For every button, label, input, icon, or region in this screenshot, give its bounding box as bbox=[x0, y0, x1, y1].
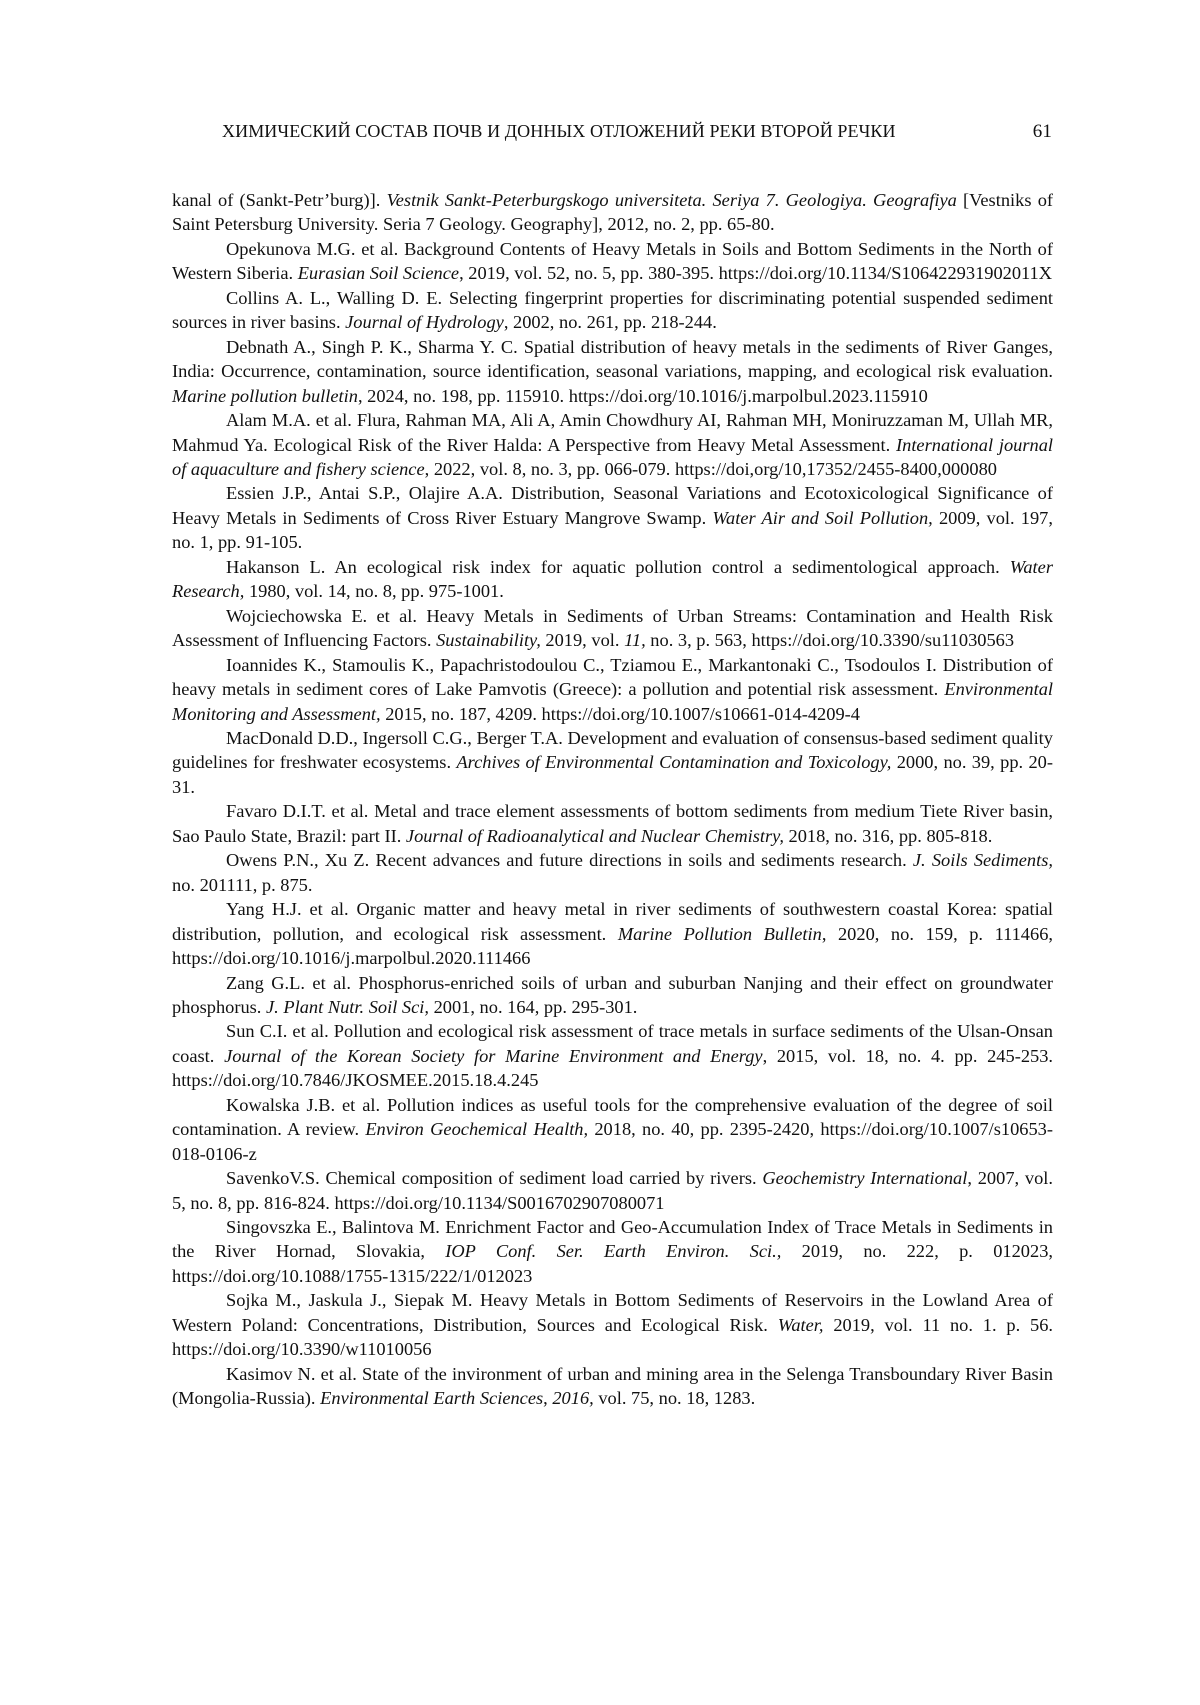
page-number: 61 bbox=[1032, 121, 1052, 142]
running-title: ХИМИЧЕСКИЙ СОСТАВ ПОЧВ И ДОННЫХ ОТЛОЖЕНИЙ РЕКИ ВТОРОЙ РЕЧКИ bbox=[222, 121, 896, 141]
reference-entry: Debnath A., Singh P. K., Sharma Y. C. Spatial distribution of heavy metals in the sediments of River Ganges, India: Occurrence, contamination, source identification, seasonal variations, mapping, and ecological risk evaluation. Marine pollution bulletin, 2024, no. 198, pp. 115910. https://doi.org/10.1016/j.marpolbul.2023.115910 bbox=[172, 336, 1053, 406]
reference-entry: Favaro D.I.T. et al. Metal and trace element assessments of bottom sediments from medium Tiete River basin, Sao Paulo State, Brazil: part II. Journal of Radioanalytical and Nuclear Chemistry, 2018, no. 316, pp. 805-818. bbox=[172, 801, 1053, 846]
reference-list bbox=[172, 188, 1053, 1411]
reference-entry: Opekunova M.G. et al. Background Contents of Heavy Metals in Soils and Bottom Sediments in the North of Western Siberia. Eurasian Soil Science, 2019, vol. 52, no. 5, pp. 380-395. https://doi.org/10.1134/S106422931902011X bbox=[172, 238, 1053, 284]
reference-entry: Singovszka E., Balintova M. Enrichment Factor and Geo-Accumulation Index of Trace Metals in Sediments in the River Hornad, Slovakia, IOP Conf. Ser. Earth Environ. Sci., 2019, no. 222, p. 012023, https://doi.org/10.1088/1755-1315/222/1/012023 bbox=[172, 1217, 1053, 1286]
reference-entry: Kasimov N. et al. State of the invironment of urban and mining area in the Selenga Transboundary River Basin (Mongolia-Russia). Environmental Earth Sciences, 2016, vol. 75, no. 18, 1283. bbox=[172, 1363, 1053, 1409]
reference-entry: Ioannides K., Stamoulis K., Papachristodoulou C., Tziamou E., Markantonaki C., Tsodoulos I. Distribution of heavy metals in sediment cores of Lake Pamvotis (Greece): a pollution and potential risk assessment. Environmental Monitoring and Assessment, 2015, no. 187, 4209. https://doi.org/10.1007/s10661-014-4209-4 bbox=[172, 654, 1053, 724]
reference-entry: Kowalska J.B. et al. Pollution indices as useful tools for the comprehensive evaluation of the degree of soil contamination. A review. Environ Geochemical Health, 2018, no. 40, pp. 2395-2420, https://doi.org/10.1007/s10653-018-0106-z bbox=[172, 1094, 1053, 1164]
reference-entry: Yang H.J. et al. Organic matter and heavy metal in river sediments of southwestern coastal Korea: spatial distribution, pollution, and ecological risk assessment. Marine Pollution Bulletin, 2020, no. 159, p. 111466, https://doi.org/10.1016/j.marpolbul.2020.111466 bbox=[172, 899, 1053, 969]
reference-entry: Owens P.N., Xu Z. Recent advances and future directions in soils and sediments research. J. Soils Sediments, no. 201111, p. 875. bbox=[172, 850, 1053, 895]
reference-entry: Wojciechowska E. et al. Heavy Metals in Sediments of Urban Streams: Contamination and Health Risk Assessment of Influencing Factors. Sustainability, 2019, vol. 11, no. 3, p. 563, https://doi.org/10.3390/su11030563 bbox=[172, 605, 1053, 651]
reference-entry: Zang G.L. et al. Phosphorus-enriched soils of urban and suburban Nanjing and their effect on groundwater phosphorus. J. Plant Nutr. Soil Sci, 2001, no. 164, pp. 295-301. bbox=[172, 972, 1053, 1017]
reference-entry: MacDonald D.D., Ingersoll C.G., Berger T.A. Development and evaluation of consensus-based sediment quality guidelines for freshwater ecosystems. Archives of Environmental Contamination and Toxicology, 2000, no. 39, pp. 20-31. bbox=[172, 727, 1053, 797]
reference-entry: Hakanson L. An ecological risk index for aquatic pollution control a sedimentological approach. Water Research, 1980, vol. 14, no. 8, pp. 975-1001. bbox=[172, 556, 1053, 602]
running-header bbox=[172, 121, 1052, 147]
reference-entry: Sojka M., Jaskula J., Siepak M. Heavy Metals in Bottom Sediments of Reservoirs in the Lowland Area of Western Poland: Concentrations, Distribution, Sources and Ecological Risk. Water, 2019, vol. 11 no. 1. p. 56. https://doi.org/10.3390/w11010056 bbox=[172, 1290, 1053, 1360]
reference-entry: SavenkoV.S. Chemical composition of sediment load carried by rivers. Geochemistry International, 2007, vol. 5, no. 8, pp. 816-824. https://doi.org/10.1134/S0016702907080071 bbox=[172, 1168, 1053, 1213]
reference-entry: Alam M.A. et al. Flura, Rahman MA, Ali A, Amin Chowdhury AI, Rahman MH, Moniruzzaman M, Ullah MR, Mahmud Ya. Ecological Risk of the River Halda: A Perspective from Heavy Metal Assessment. International journal of aquaculture and fishery science, 2022, vol. 8, no. 3, pp. 066-079. https://doi,org/10,17352/2455-8400,000080 bbox=[172, 410, 1053, 479]
reference-entry: kanal of (Sankt-Petr’burg)]. Vestnik Sankt-Peterburgskogo universiteta. Seriya 7. Geologiya. Geografiya [Vestniks of Saint Petersburg University. Seria 7 Geology. Geography], 2012, no. 2, pp. 65-80. bbox=[172, 190, 1054, 235]
reference-entry: Collins A. L., Walling D. E. Selecting fingerprint properties for discriminating potential suspended sediment sources in river basins. Journal of Hydrology, 2002, no. 261, pp. 218-244. bbox=[172, 287, 1053, 333]
reference-entry: Sun C.I. et al. Pollution and ecological risk assessment of trace metals in surface sediments of the Ulsan-Onsan coast. Journal of the Korean Society for Marine Environment and Energy, 2015, vol. 18, no. 4. pp. 245-253. https://doi.org/10.7846/JKOSMEE.2015.18.4.245 bbox=[172, 1021, 1054, 1091]
reference-entry: Essien J.P., Antai S.P., Olajire A.A. Distribution, Seasonal Variations and Ecotoxicological Significance of Heavy Metals in Sediments of Cross River Estuary Mangrove Swamp. Water Air and Soil Pollution, 2009, vol. 197, no. 1, pp. 91-105. bbox=[172, 483, 1053, 553]
